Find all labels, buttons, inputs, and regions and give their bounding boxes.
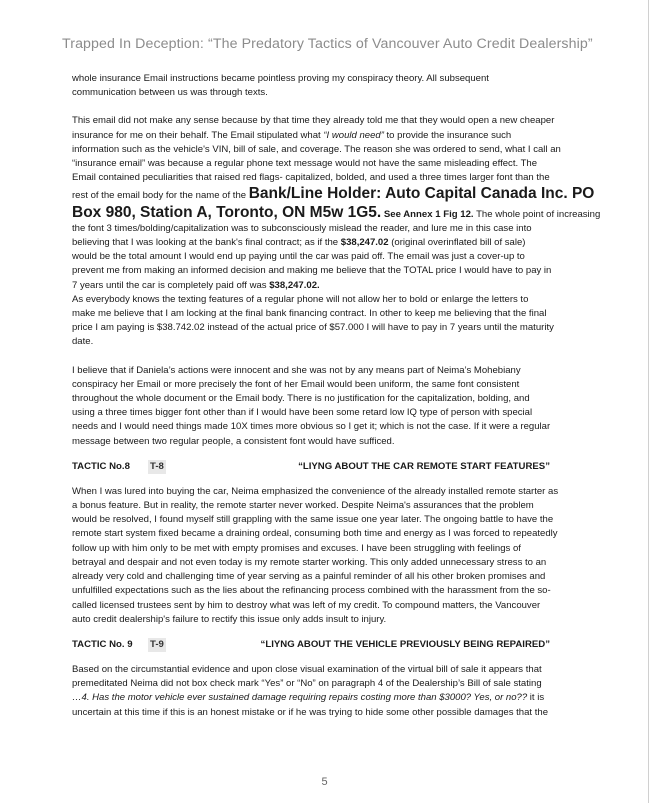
tactic-number: TACTIC No. 9	[72, 638, 133, 650]
text-line: I believe that if Daniela’s actions were innocent and she was not by any means part of Neima’s Mohebiany	[72, 364, 521, 376]
paragraph-remote-starter	[72, 485, 616, 627]
text-line: Based on the circumstantial evidence and upon close visual examination of the virtual bill of sale it appears that	[72, 663, 542, 675]
text-line: conspiracy her Email or more precisely the font of her Email would been uniform, the same font consistent	[72, 378, 520, 390]
text-line	[72, 691, 616, 705]
text-line	[72, 236, 616, 250]
page-number: 5	[321, 776, 328, 788]
text-line: needs and I would need things made 10X times more obvious so I get it; which is not the case. If it were a regular	[72, 421, 551, 433]
text-span: 7 years until the car is completely paid off was	[72, 279, 270, 291]
text-span: believing that I was looking at the bank's final contract; as if the	[72, 237, 341, 249]
text-line	[72, 185, 616, 203]
text-line: auto credit dealership's failure to rectify this issue only adds insult to injury.	[72, 613, 387, 625]
text-line: Email contained peculiarities that raised red flags- capitalized, bolded, and used a three times larger font than the	[72, 172, 550, 184]
tactic-title: “LIYNG ABOUT THE VEHICLE PREVIOUSLY BEING REPAIRED”	[260, 638, 550, 650]
tactic-number: TACTIC No.8	[72, 460, 130, 472]
text-line: date.	[72, 336, 94, 348]
text-line: called licensed trustees sent by him to destroy what was left of my credit. To compound matters, the Vancouver	[72, 599, 541, 611]
text-span: The whole point of increasing	[473, 208, 601, 220]
text-line: would be resolved, I found myself still grappling with the same issue one year later. The ongoing battle to have the	[72, 514, 554, 526]
tactic-8-heading	[72, 459, 616, 475]
tactic-9-heading	[72, 637, 616, 653]
amount-bold: $38,247.02	[340, 237, 389, 249]
text-line: unfulfilled expectations such as the lies about the refinancing process combined with the harassment from the so-	[72, 585, 551, 597]
text-line: would be the total amount I would end up paying until the car was paid off. The email was just a cover-up to	[72, 251, 525, 263]
text-line: the font 3 times/bolding/capitalization was to subconsciously mislead the reader, and lure me in this case into	[72, 222, 532, 234]
tactic-title: “LIYNG ABOUT THE CAR REMOTE START FEATURES”	[298, 460, 550, 472]
text-line: throughout the whole document or the Email body. There is no justification for the capitalization, bolding, and	[72, 393, 530, 405]
bank-name-large: Bank/Line Holder: Auto Capital Canada Inc. PO	[248, 185, 595, 203]
text-line: When I was lured into buying the car, Neima emphasized the convenience of the already installed remote starter as	[72, 485, 559, 497]
text-line: price I am paying is $38.742.02 instead of the actual price of $57.000 I will have to pay in 7 years until the maturity	[72, 322, 554, 334]
quoted-question: …4. Has the motor vehicle ever sustained damage requiring repairs costing more than $3000? Yes, or no??	[72, 692, 528, 704]
quote-i-would-need: “I would need”	[323, 129, 384, 141]
text-span: (original overinflated bill of sale)	[388, 237, 526, 249]
page-header-title: Trapped In Deception: “The Predatory Tactics of Vancouver Auto Credit Dealership”	[62, 36, 593, 52]
amount-bold: $38,247.02.	[269, 279, 320, 291]
text-line: using a three times bigger font other than if I would have been some retard low IQ type of person with special	[72, 407, 533, 419]
text-line: make me believe that I am locking at the final bank financing contract. In other to keep me believing that the final	[72, 308, 547, 320]
text-span: to provide the insurance such	[383, 129, 512, 141]
text-line	[72, 129, 616, 143]
text-line: whole insurance Email instructions became pointless proving my conspiracy theory. All subsequent	[72, 73, 489, 84]
text-line: follow up with him only to be met with empty promises and excuses. I have been struggling with feelings of	[72, 542, 521, 554]
text-line: message between two regular people, a consistent font would have sufficed.	[72, 435, 395, 447]
text-line: prevent me from making an informed decision and making me believe that the TOTAL price I would have to pay in	[72, 265, 552, 277]
text-span: insurance for me on their behalf. The Email stipulated what	[72, 129, 324, 141]
text-line: As everybody knows the texting features of a regular phone will not allow her to bold or enlarge the letters to	[72, 293, 529, 305]
text-span: rest of the email body for the name of the	[72, 190, 249, 202]
text-line: premeditated Neima did not box check mark “Yes” or “No” on paragraph 4 of the Dealership’s Bill of sale stating	[72, 678, 542, 690]
text-line: This email did not make any sense because by that time they already told me that they would open a new cheaper	[72, 115, 555, 127]
text-line: remote start system fixed became a draining ordeal, consuming both time and energy as I was forced to repeatedly	[72, 528, 558, 540]
paragraph-email-peculiarities	[72, 114, 616, 349]
text-line	[72, 279, 616, 293]
paragraph-insurance-email-intro	[72, 72, 616, 100]
text-line: “insurance email” was because a regular phone text message would not have the same misleading effect. The	[72, 158, 538, 170]
paragraph-vehicle-repairs	[72, 663, 616, 720]
text-line: communication between us was through texts.	[72, 87, 268, 99]
text-line	[72, 204, 616, 222]
document-body	[72, 72, 616, 720]
text-line: information such as the vehicle's VIN, bill of sale, and coverage. The reason she was ordered to send, what I call an	[72, 143, 561, 155]
paragraph-daniela-conspiracy	[72, 364, 616, 449]
text-span: it is	[527, 692, 545, 704]
annex-reference: See Annex 1 Fig 12.	[383, 208, 474, 220]
text-line: already very cold and challenging time of year serving as a painful reminder of all his other broken promises and	[72, 571, 546, 583]
tactic-tag: T-8	[148, 460, 166, 474]
tactic-tag: T-9	[148, 638, 166, 652]
text-line: uncertain at this time if this is an honest mistake or if he was trying to hide some other possible damages that the	[72, 706, 548, 718]
bank-address-large: Box 980, Station A, Toronto, ON M5w 1G5.	[72, 203, 382, 221]
text-line: a bonus feature. But in reality, the remote starter never worked. Despite Neima's assurances that the problem	[72, 500, 534, 512]
text-line: betrayal and despair and not even today is my remote starter working. This only added unnecessary stress to an	[72, 556, 547, 568]
